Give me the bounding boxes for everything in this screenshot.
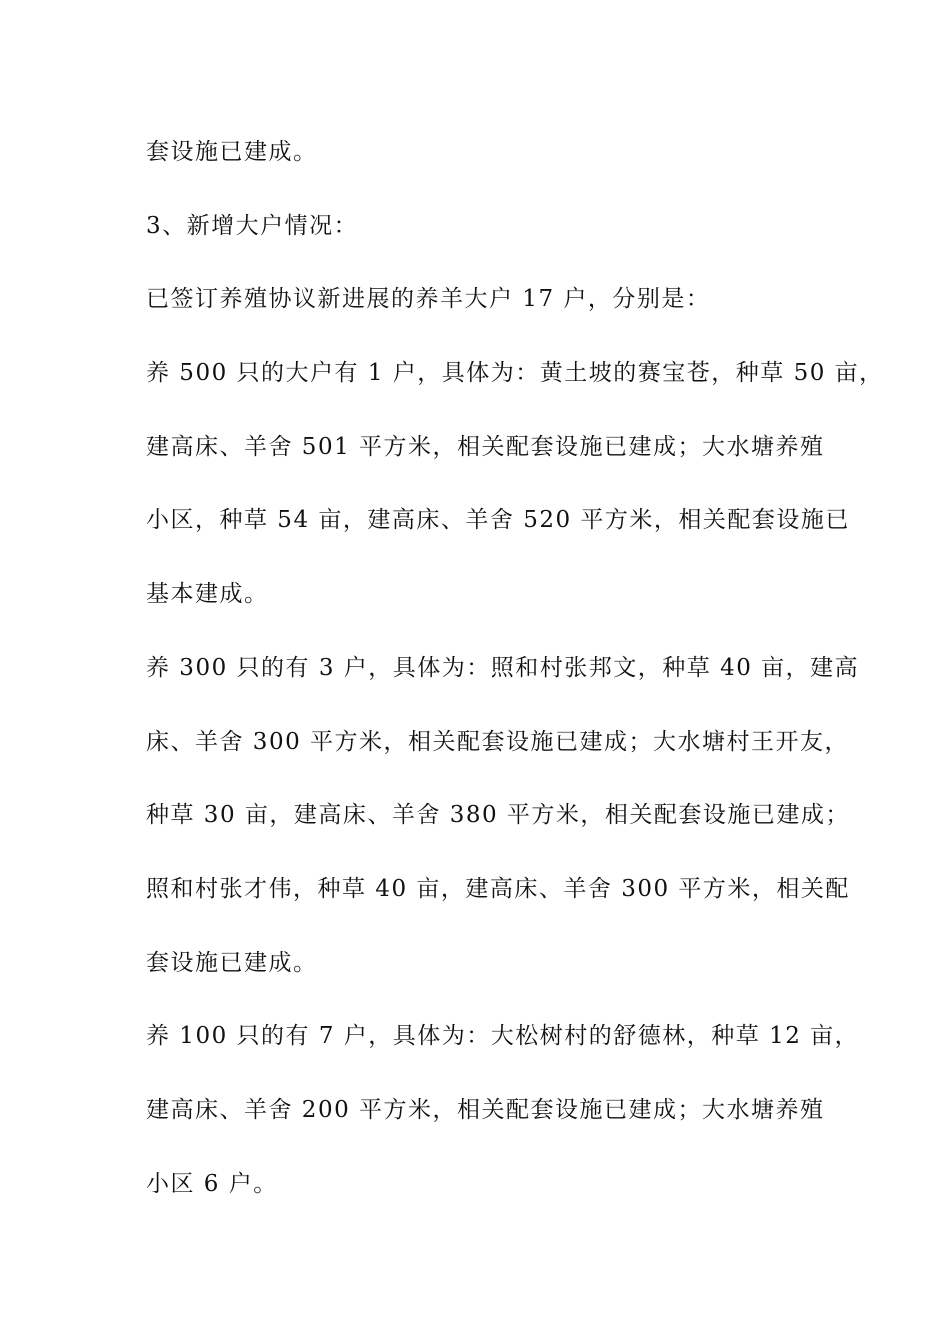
text-line-14: 建高床、羊舍 200 平方米，相关配套设施已建成；大水塘养殖 <box>146 1096 825 1123</box>
text-line-5: 建高床、羊舍 501 平方米，相关配套设施已建成；大水塘养殖 <box>146 433 825 460</box>
text-line-1: 套设施已建成。 <box>146 139 318 165</box>
text-line-6: 小区，种草 54 亩，建高床、羊舍 520 平方米，相关配套设施已 <box>146 507 850 534</box>
section-heading: 3、新增大户情况： <box>146 212 359 239</box>
text-line-11: 照和村张才伟，种草 40 亩，建高床、羊舍 300 平方米，相关配 <box>146 875 850 902</box>
text-line-7: 基本建成。 <box>146 581 269 608</box>
text-line-8: 养 300 只的有 3 户，具体为：照和村张邦文，种草 40 亩，建高 <box>146 654 860 681</box>
text-line-13: 养 100 只的有 7 户，具体为：大松树村的舒德林，种草 12 亩， <box>146 1023 860 1050</box>
body-text <box>146 130 884 1235</box>
text-line-9: 床、羊舍 300 平方米，相关配套设施已建成；大水塘村王开友， <box>146 728 850 755</box>
text-line-3: 已签订养殖协议新进展的养羊大户 17 户，分别是： <box>146 286 711 313</box>
text-line-15: 小区 6 户。 <box>146 1170 278 1197</box>
text-line-10: 种草 30 亩，建高床、羊舍 380 平方米，相关配套设施已建成； <box>146 802 850 829</box>
text-line-12: 套设施已建成。 <box>146 949 318 976</box>
text-line-4: 养 500 只的大户有 1 户，具体为：黄土坡的赛宝苍，种草 50 亩， <box>146 360 884 387</box>
